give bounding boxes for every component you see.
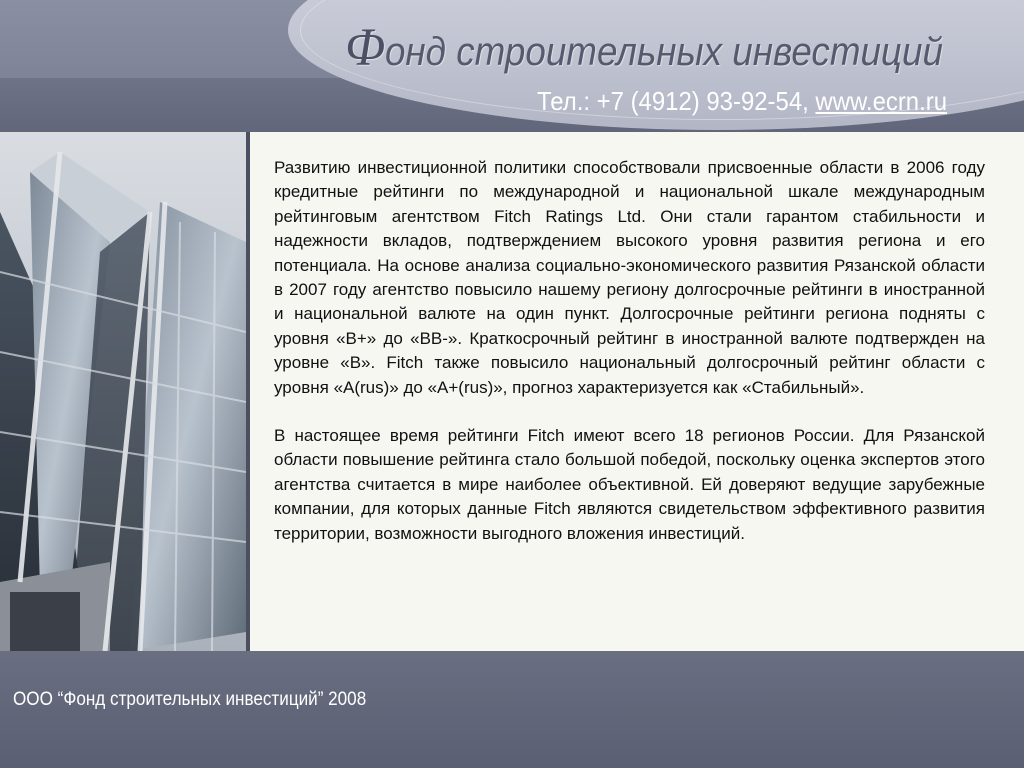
paragraph-1: Развитию инвестиционной политики способствовали присвоенные области в 2006 году кредитные рейтинги по международной и национальной шкале международным рейтинговым агентством Fitch Ratings Ltd. Они стали гарантом стабильности и надежности вкладов, подтверждением высокого уровня развития региона и его потенциала. На основе анализа социально-экономического развития Рязанской области в 2007 году агентство повысило нашему региону долгосрочные рейтинги в иностранной и национальной валюте на один пункт. Долгосрочные рейтинги региона подняты с уровня «В+» до «ВВ-». Краткосрочный рейтинг в иностранной валюте подтвержден на уровне «В». Fitch также повысило национальный долгосрочный рейтинг области с уровня «А(rus)» до «А+(rus)», прогноз характеризуется как «Стабильный».	[274, 158, 985, 397]
title-first-letter: Ф	[345, 17, 385, 77]
building-glass-facade-photo-icon	[0, 132, 246, 651]
phone-text: Тел.: +7 (4912) 93-92-54,	[537, 86, 816, 116]
paragraph-2: В настоящее время рейтинги Fitch имеют всего 18 регионов России. Для Рязанской области повышение рейтинга стало большой победой, поскольку оценка экспертов этого агентства считается в мире наиболее объективной. Ей доверяют ведущие зарубежные компании, для которых данные Fitch являются свидетельством эффективного развития территории, возможности выгодного вложения инвестиций.	[274, 426, 985, 543]
building-photo	[0, 132, 246, 651]
website-link[interactable]: www.ecrn.ru	[815, 86, 948, 116]
footer-copyright: ООО “Фонд строительных инвестиций” 2008	[13, 689, 367, 710]
slide-footer	[0, 651, 1024, 768]
contact-line	[537, 86, 947, 117]
slide-header	[0, 0, 1024, 132]
title-rest: онд строительных инвестиций	[384, 30, 943, 74]
company-title	[345, 16, 943, 78]
article-text	[274, 156, 985, 570]
content-panel	[250, 132, 1024, 651]
